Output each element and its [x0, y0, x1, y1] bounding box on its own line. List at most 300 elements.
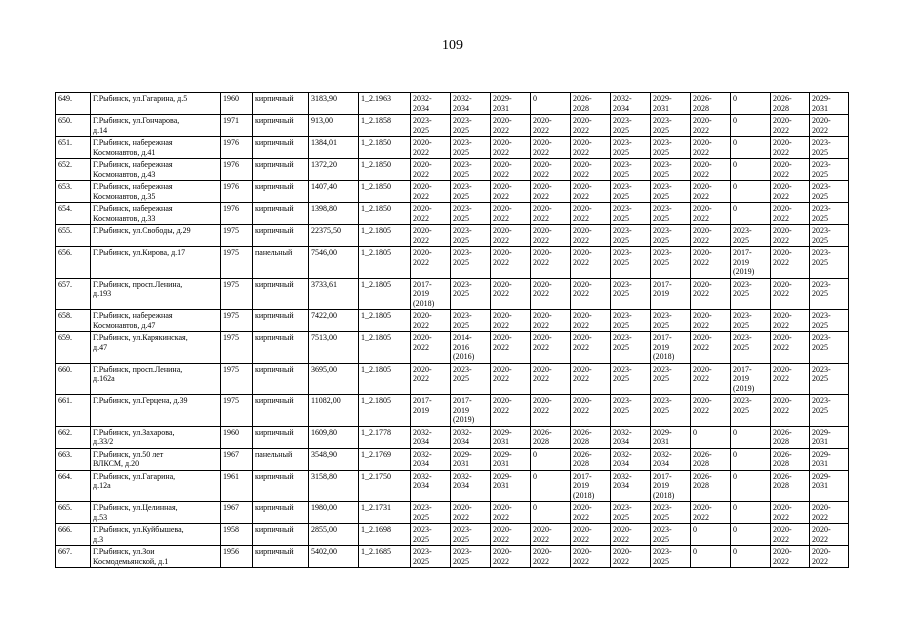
period-cell: 2020- 2022 [571, 278, 611, 310]
period-cell: 2020- 2022 [491, 247, 531, 279]
period-cell: 2020- 2022 [411, 225, 451, 247]
wall-material-cell: кирпичный [253, 426, 309, 448]
period-cell: 2023- 2025 [810, 310, 849, 332]
wall-material-cell: кирпичный [253, 159, 309, 181]
period-cell: 2020- 2022 [691, 159, 731, 181]
period-cell: 2023- 2025 [651, 524, 691, 546]
table-row [56, 225, 849, 247]
address-cell: Г.Рыбинск, набережная Космонавтов, д.41 [91, 137, 221, 159]
period-cell: 2020- 2022 [571, 332, 611, 364]
page-number: 109 [442, 38, 463, 53]
table-row [56, 448, 849, 470]
address-cell: Г.Рыбинск, набережная Космонавтов, д.43 [91, 159, 221, 181]
period-cell: 2023- 2025 [611, 181, 651, 203]
period-cell: 0 [691, 546, 731, 568]
period-cell: 2020- 2022 [571, 310, 611, 332]
wall-material-cell: кирпичный [253, 470, 309, 502]
period-cell: 2020- 2022 [810, 502, 849, 524]
period-cell: 2020- 2022 [451, 502, 491, 524]
table-row [56, 363, 849, 395]
code-cell: 1_2.1805 [359, 310, 411, 332]
period-cell: 2023- 2025 [651, 247, 691, 279]
row-number-cell: 663. [56, 448, 91, 470]
period-cell: 0 [731, 502, 771, 524]
row-number-cell: 650. [56, 115, 91, 137]
table-row [56, 181, 849, 203]
period-cell: 2020- 2022 [771, 203, 810, 225]
table-row [56, 93, 849, 115]
period-cell: 2023- 2025 [810, 137, 849, 159]
period-cell: 2023- 2025 [611, 203, 651, 225]
period-cell: 2020- 2022 [531, 278, 571, 310]
table-row [56, 203, 849, 225]
period-cell: 2023- 2025 [810, 278, 849, 310]
period-cell: 0 [731, 546, 771, 568]
period-cell: 2023- 2025 [411, 524, 451, 546]
year-built-cell: 1975 [221, 395, 253, 427]
period-cell: 2032- 2034 [451, 93, 491, 115]
period-cell: 2023- 2025 [651, 502, 691, 524]
period-cell: 2032- 2034 [651, 448, 691, 470]
period-cell: 2017- 2019 (2018) [571, 470, 611, 502]
code-cell: 1_2.1850 [359, 181, 411, 203]
period-cell: 0 [731, 203, 771, 225]
wall-material-cell: кирпичный [253, 524, 309, 546]
period-cell: 2020- 2022 [531, 310, 571, 332]
address-cell: Г.Рыбинск, просп.Ленина, д.193 [91, 278, 221, 310]
period-cell: 2020- 2022 [810, 524, 849, 546]
row-number-cell: 662. [56, 426, 91, 448]
period-cell: 2020- 2022 [771, 310, 810, 332]
code-cell: 1_2.1858 [359, 115, 411, 137]
period-cell: 2020- 2022 [691, 332, 731, 364]
period-cell: 2032- 2034 [611, 470, 651, 502]
wall-material-cell: кирпичный [253, 278, 309, 310]
year-built-cell: 1967 [221, 502, 253, 524]
period-cell: 2032- 2034 [611, 426, 651, 448]
period-cell: 2020- 2022 [411, 332, 451, 364]
period-cell: 2029- 2031 [810, 470, 849, 502]
period-cell: 2020- 2022 [491, 115, 531, 137]
row-number-cell: 657. [56, 278, 91, 310]
year-built-cell: 1975 [221, 278, 253, 310]
address-cell: Г.Рыбинск, ул.Гагарина, д.5 [91, 93, 221, 115]
period-cell: 2020- 2022 [491, 546, 531, 568]
code-cell: 1_2.1850 [359, 159, 411, 181]
period-cell: 2026- 2028 [531, 426, 571, 448]
area-cell: 1609,80 [309, 426, 359, 448]
period-cell: 2023- 2025 [810, 363, 849, 395]
period-cell: 2020- 2022 [691, 502, 731, 524]
table-row [56, 159, 849, 181]
period-cell: 0 [731, 93, 771, 115]
period-cell: 0 [731, 426, 771, 448]
period-cell: 2032- 2034 [611, 93, 651, 115]
period-cell: 2023- 2025 [611, 137, 651, 159]
table-row [56, 426, 849, 448]
period-cell: 2023- 2025 [451, 159, 491, 181]
period-cell: 2020- 2022 [691, 247, 731, 279]
period-cell: 0 [691, 426, 731, 448]
address-cell: Г.Рыбинск, набережная Космонавтов, д.35 [91, 181, 221, 203]
period-cell: 0 [731, 524, 771, 546]
period-cell: 2029- 2031 [491, 448, 531, 470]
period-cell: 2020- 2022 [411, 203, 451, 225]
period-cell: 2020- 2022 [491, 137, 531, 159]
period-cell: 2026- 2028 [691, 448, 731, 470]
period-cell: 0 [731, 470, 771, 502]
period-cell: 2020- 2022 [531, 159, 571, 181]
row-number-cell: 651. [56, 137, 91, 159]
period-cell: 2020- 2022 [491, 502, 531, 524]
period-cell: 2029- 2031 [491, 93, 531, 115]
period-cell: 2023- 2025 [611, 115, 651, 137]
address-cell: Г.Рыбинск, ул.Свободы, д.29 [91, 225, 221, 247]
period-cell: 2023- 2025 [810, 225, 849, 247]
year-built-cell: 1975 [221, 363, 253, 395]
period-cell: 2032- 2034 [451, 426, 491, 448]
table-row [56, 502, 849, 524]
period-cell: 2023- 2025 [451, 278, 491, 310]
period-cell: 2020- 2022 [411, 310, 451, 332]
period-cell: 2020- 2022 [771, 247, 810, 279]
period-cell: 2023- 2025 [451, 203, 491, 225]
wall-material-cell: кирпичный [253, 115, 309, 137]
period-cell: 2020- 2022 [411, 137, 451, 159]
address-cell: Г.Рыбинск, ул.50 лет ВЛКСМ, д.20 [91, 448, 221, 470]
period-cell: 2023- 2025 [651, 225, 691, 247]
row-number-cell: 660. [56, 363, 91, 395]
period-cell: 2023- 2025 [651, 137, 691, 159]
period-cell: 2020- 2022 [771, 332, 810, 364]
period-cell: 2026- 2028 [691, 470, 731, 502]
wall-material-cell: кирпичный [253, 310, 309, 332]
period-cell: 2020- 2022 [491, 395, 531, 427]
address-cell: Г.Рыбинск, ул.Захарова, д.33/2 [91, 426, 221, 448]
period-cell: 0 [731, 181, 771, 203]
period-cell: 2020- 2022 [571, 546, 611, 568]
period-cell: 2020- 2022 [571, 247, 611, 279]
period-cell: 2023- 2025 [731, 278, 771, 310]
code-cell: 1_2.1805 [359, 225, 411, 247]
period-cell: 2023- 2025 [731, 225, 771, 247]
table-row [56, 395, 849, 427]
wall-material-cell: панельный [253, 247, 309, 279]
period-cell: 2020- 2022 [571, 502, 611, 524]
period-cell: 2023- 2025 [810, 159, 849, 181]
period-cell: 2023- 2025 [451, 524, 491, 546]
row-number-cell: 667. [56, 546, 91, 568]
year-built-cell: 1976 [221, 137, 253, 159]
table-row [56, 137, 849, 159]
period-cell: 2020- 2022 [810, 115, 849, 137]
period-cell: 2023- 2025 [451, 115, 491, 137]
period-cell: 2023- 2025 [731, 332, 771, 364]
period-cell: 2020- 2022 [771, 225, 810, 247]
period-cell: 2023- 2025 [810, 247, 849, 279]
period-cell: 0 [731, 115, 771, 137]
period-cell: 2020- 2022 [571, 203, 611, 225]
period-cell: 0 [531, 93, 571, 115]
year-built-cell: 1960 [221, 426, 253, 448]
period-cell: 0 [731, 159, 771, 181]
address-cell: Г.Рыбинск, ул.Гончарова, д.14 [91, 115, 221, 137]
address-cell: Г.Рыбинск, набережная Космонавтов, д.47 [91, 310, 221, 332]
address-cell: Г.Рыбинск, ул.Гагарина, д.12а [91, 470, 221, 502]
code-cell: 1_2.1805 [359, 332, 411, 364]
period-cell: 2023- 2025 [651, 159, 691, 181]
period-cell: 2026- 2028 [571, 448, 611, 470]
period-cell: 2023- 2025 [451, 546, 491, 568]
period-cell: 2023- 2025 [411, 546, 451, 568]
period-cell: 2020- 2022 [771, 502, 810, 524]
code-cell: 1_2.1850 [359, 137, 411, 159]
row-number-cell: 649. [56, 93, 91, 115]
area-cell: 3183,90 [309, 93, 359, 115]
row-number-cell: 654. [56, 203, 91, 225]
address-cell: Г.Рыбинск, ул.Зои Космодемьянской, д.1 [91, 546, 221, 568]
area-cell: 1407,40 [309, 181, 359, 203]
period-cell: 2020- 2022 [691, 115, 731, 137]
code-cell: 1_2.1850 [359, 203, 411, 225]
wall-material-cell: кирпичный [253, 181, 309, 203]
table-body [56, 93, 849, 568]
period-cell: 2017- 2019 (2018) [651, 332, 691, 364]
area-cell: 3548,90 [309, 448, 359, 470]
year-built-cell: 1976 [221, 159, 253, 181]
period-cell: 2026- 2028 [571, 93, 611, 115]
period-cell: 2023- 2025 [611, 247, 651, 279]
wall-material-cell: кирпичный [253, 363, 309, 395]
table-row [56, 310, 849, 332]
period-cell: 2020- 2022 [691, 137, 731, 159]
period-cell: 2032- 2034 [451, 470, 491, 502]
wall-material-cell: кирпичный [253, 137, 309, 159]
period-cell: 2029- 2031 [491, 470, 531, 502]
period-cell: 2023- 2025 [611, 395, 651, 427]
period-cell: 2026- 2028 [771, 426, 810, 448]
year-built-cell: 1975 [221, 225, 253, 247]
area-cell: 5402,00 [309, 546, 359, 568]
period-cell: 2023- 2025 [810, 203, 849, 225]
row-number-cell: 666. [56, 524, 91, 546]
period-cell: 2020- 2022 [771, 181, 810, 203]
area-cell: 1980,00 [309, 502, 359, 524]
period-cell: 2023- 2025 [611, 159, 651, 181]
period-cell: 2023- 2025 [651, 395, 691, 427]
period-cell: 2020- 2022 [531, 524, 571, 546]
period-cell: 0 [731, 448, 771, 470]
period-cell: 2023- 2025 [651, 115, 691, 137]
row-number-cell: 658. [56, 310, 91, 332]
period-cell: 2020- 2022 [691, 203, 731, 225]
area-cell: 22375,50 [309, 225, 359, 247]
period-cell: 2020- 2022 [531, 332, 571, 364]
address-cell: Г.Рыбинск, ул.Куйбышева, д.3 [91, 524, 221, 546]
period-cell: 2020- 2022 [771, 546, 810, 568]
period-cell: 2020- 2022 [691, 225, 731, 247]
period-cell: 2032- 2034 [411, 93, 451, 115]
code-cell: 1_2.1685 [359, 546, 411, 568]
period-cell: 2029- 2031 [451, 448, 491, 470]
period-cell: 2017- 2019 [411, 395, 451, 427]
period-cell: 2020- 2022 [411, 159, 451, 181]
row-number-cell: 664. [56, 470, 91, 502]
period-cell: 2020- 2022 [531, 247, 571, 279]
code-cell: 1_2.1698 [359, 524, 411, 546]
year-built-cell: 1975 [221, 332, 253, 364]
table-row [56, 470, 849, 502]
period-cell: 2023- 2025 [451, 137, 491, 159]
code-cell: 1_2.1750 [359, 470, 411, 502]
period-cell: 2023- 2025 [611, 332, 651, 364]
address-cell: Г.Рыбинск, ул.Кирова, д.17 [91, 247, 221, 279]
period-cell: 2020- 2022 [531, 363, 571, 395]
year-built-cell: 1958 [221, 524, 253, 546]
period-cell: 2020- 2022 [491, 225, 531, 247]
address-cell: Г.Рыбинск, ул.Карякинская, д.47 [91, 332, 221, 364]
wall-material-cell: кирпичный [253, 332, 309, 364]
period-cell: 2023- 2025 [651, 546, 691, 568]
period-cell: 2017- 2019 (2018) [411, 278, 451, 310]
period-cell: 2026- 2028 [571, 426, 611, 448]
period-cell: 2020- 2022 [571, 395, 611, 427]
code-cell: 1_2.1805 [359, 363, 411, 395]
year-built-cell: 1976 [221, 203, 253, 225]
period-cell: 2020- 2022 [771, 137, 810, 159]
period-cell: 2020- 2022 [771, 395, 810, 427]
housing-registry-table [55, 92, 849, 568]
table-row [56, 332, 849, 364]
period-cell: 2020- 2022 [531, 181, 571, 203]
area-cell: 7546,00 [309, 247, 359, 279]
area-cell: 3695,00 [309, 363, 359, 395]
period-cell: 0 [531, 502, 571, 524]
period-cell: 2020- 2022 [531, 203, 571, 225]
period-cell: 2023- 2025 [611, 225, 651, 247]
period-cell: 2020- 2022 [691, 363, 731, 395]
period-cell: 2017- 2019 (2018) [651, 470, 691, 502]
year-built-cell: 1967 [221, 448, 253, 470]
area-cell: 1398,80 [309, 203, 359, 225]
code-cell: 1_2.1769 [359, 448, 411, 470]
period-cell: 2026- 2028 [771, 448, 810, 470]
wall-material-cell: кирпичный [253, 93, 309, 115]
period-cell: 2020- 2022 [491, 181, 531, 203]
period-cell: 2020- 2022 [771, 363, 810, 395]
row-number-cell: 661. [56, 395, 91, 427]
period-cell: 2020- 2022 [691, 181, 731, 203]
period-cell: 2020- 2022 [571, 363, 611, 395]
period-cell: 2023- 2025 [451, 247, 491, 279]
period-cell: 2020- 2022 [571, 159, 611, 181]
period-cell: 2020- 2022 [571, 225, 611, 247]
area-cell: 3733,61 [309, 278, 359, 310]
period-cell: 2020- 2022 [411, 247, 451, 279]
period-cell: 2020- 2022 [771, 115, 810, 137]
wall-material-cell: кирпичный [253, 225, 309, 247]
area-cell: 7513,00 [309, 332, 359, 364]
period-cell: 2023- 2025 [651, 310, 691, 332]
period-cell: 2020- 2022 [771, 524, 810, 546]
period-cell: 2023- 2025 [731, 395, 771, 427]
year-built-cell: 1976 [221, 181, 253, 203]
period-cell: 2020- 2022 [491, 310, 531, 332]
row-number-cell: 656. [56, 247, 91, 279]
year-built-cell: 1971 [221, 115, 253, 137]
period-cell: 2020- 2022 [691, 395, 731, 427]
table-row [56, 115, 849, 137]
period-cell: 0 [691, 524, 731, 546]
period-cell: 2020- 2022 [810, 546, 849, 568]
period-cell: 2020- 2022 [531, 225, 571, 247]
address-cell: Г.Рыбинск, ул.Герцена, д.39 [91, 395, 221, 427]
period-cell: 0 [531, 470, 571, 502]
period-cell: 2029- 2031 [651, 93, 691, 115]
code-cell: 1_2.1805 [359, 278, 411, 310]
period-cell: 2023- 2025 [611, 363, 651, 395]
period-cell: 2020- 2022 [491, 203, 531, 225]
period-cell: 2020- 2022 [571, 524, 611, 546]
year-built-cell: 1961 [221, 470, 253, 502]
period-cell: 2026- 2028 [771, 93, 810, 115]
period-cell: 2014- 2016 (2016) [451, 332, 491, 364]
period-cell: 2023- 2025 [451, 310, 491, 332]
period-cell: 2020- 2022 [531, 546, 571, 568]
area-cell: 1372,20 [309, 159, 359, 181]
period-cell: 2020- 2022 [611, 524, 651, 546]
wall-material-cell: кирпичный [253, 203, 309, 225]
address-cell: Г.Рыбинск, ул.Целинная, д.53 [91, 502, 221, 524]
period-cell: 2023- 2025 [810, 395, 849, 427]
period-cell: 2023- 2025 [611, 278, 651, 310]
table-row [56, 524, 849, 546]
period-cell: 2020- 2022 [491, 278, 531, 310]
row-number-cell: 659. [56, 332, 91, 364]
period-cell: 2023- 2025 [611, 310, 651, 332]
period-cell: 2023- 2025 [451, 225, 491, 247]
period-cell: 2026- 2028 [691, 93, 731, 115]
code-cell: 1_2.1963 [359, 93, 411, 115]
period-cell: 2020- 2022 [491, 524, 531, 546]
code-cell: 1_2.1778 [359, 426, 411, 448]
period-cell: 2026- 2028 [771, 470, 810, 502]
period-cell: 2020- 2022 [531, 137, 571, 159]
row-number-cell: 652. [56, 159, 91, 181]
period-cell: 2023- 2025 [611, 502, 651, 524]
period-cell: 2017- 2019 (2019) [451, 395, 491, 427]
period-cell: 2020- 2022 [531, 115, 571, 137]
year-built-cell: 1956 [221, 546, 253, 568]
period-cell: 2023- 2025 [651, 203, 691, 225]
period-cell: 2029- 2031 [810, 426, 849, 448]
period-cell: 2023- 2025 [810, 332, 849, 364]
year-built-cell: 1960 [221, 93, 253, 115]
table-row [56, 546, 849, 568]
period-cell: 2020- 2022 [411, 181, 451, 203]
period-cell: 2020- 2022 [571, 181, 611, 203]
period-cell: 2020- 2022 [771, 159, 810, 181]
period-cell: 2023- 2025 [731, 310, 771, 332]
code-cell: 1_2.1805 [359, 247, 411, 279]
address-cell: Г.Рыбинск, набережная Космонавтов, д.33 [91, 203, 221, 225]
period-cell: 2017- 2019 [651, 278, 691, 310]
area-cell: 11082,00 [309, 395, 359, 427]
period-cell: 2032- 2034 [611, 448, 651, 470]
table-row [56, 247, 849, 279]
address-cell: Г.Рыбинск, просп.Ленина, д.162а [91, 363, 221, 395]
period-cell: 2023- 2025 [411, 115, 451, 137]
